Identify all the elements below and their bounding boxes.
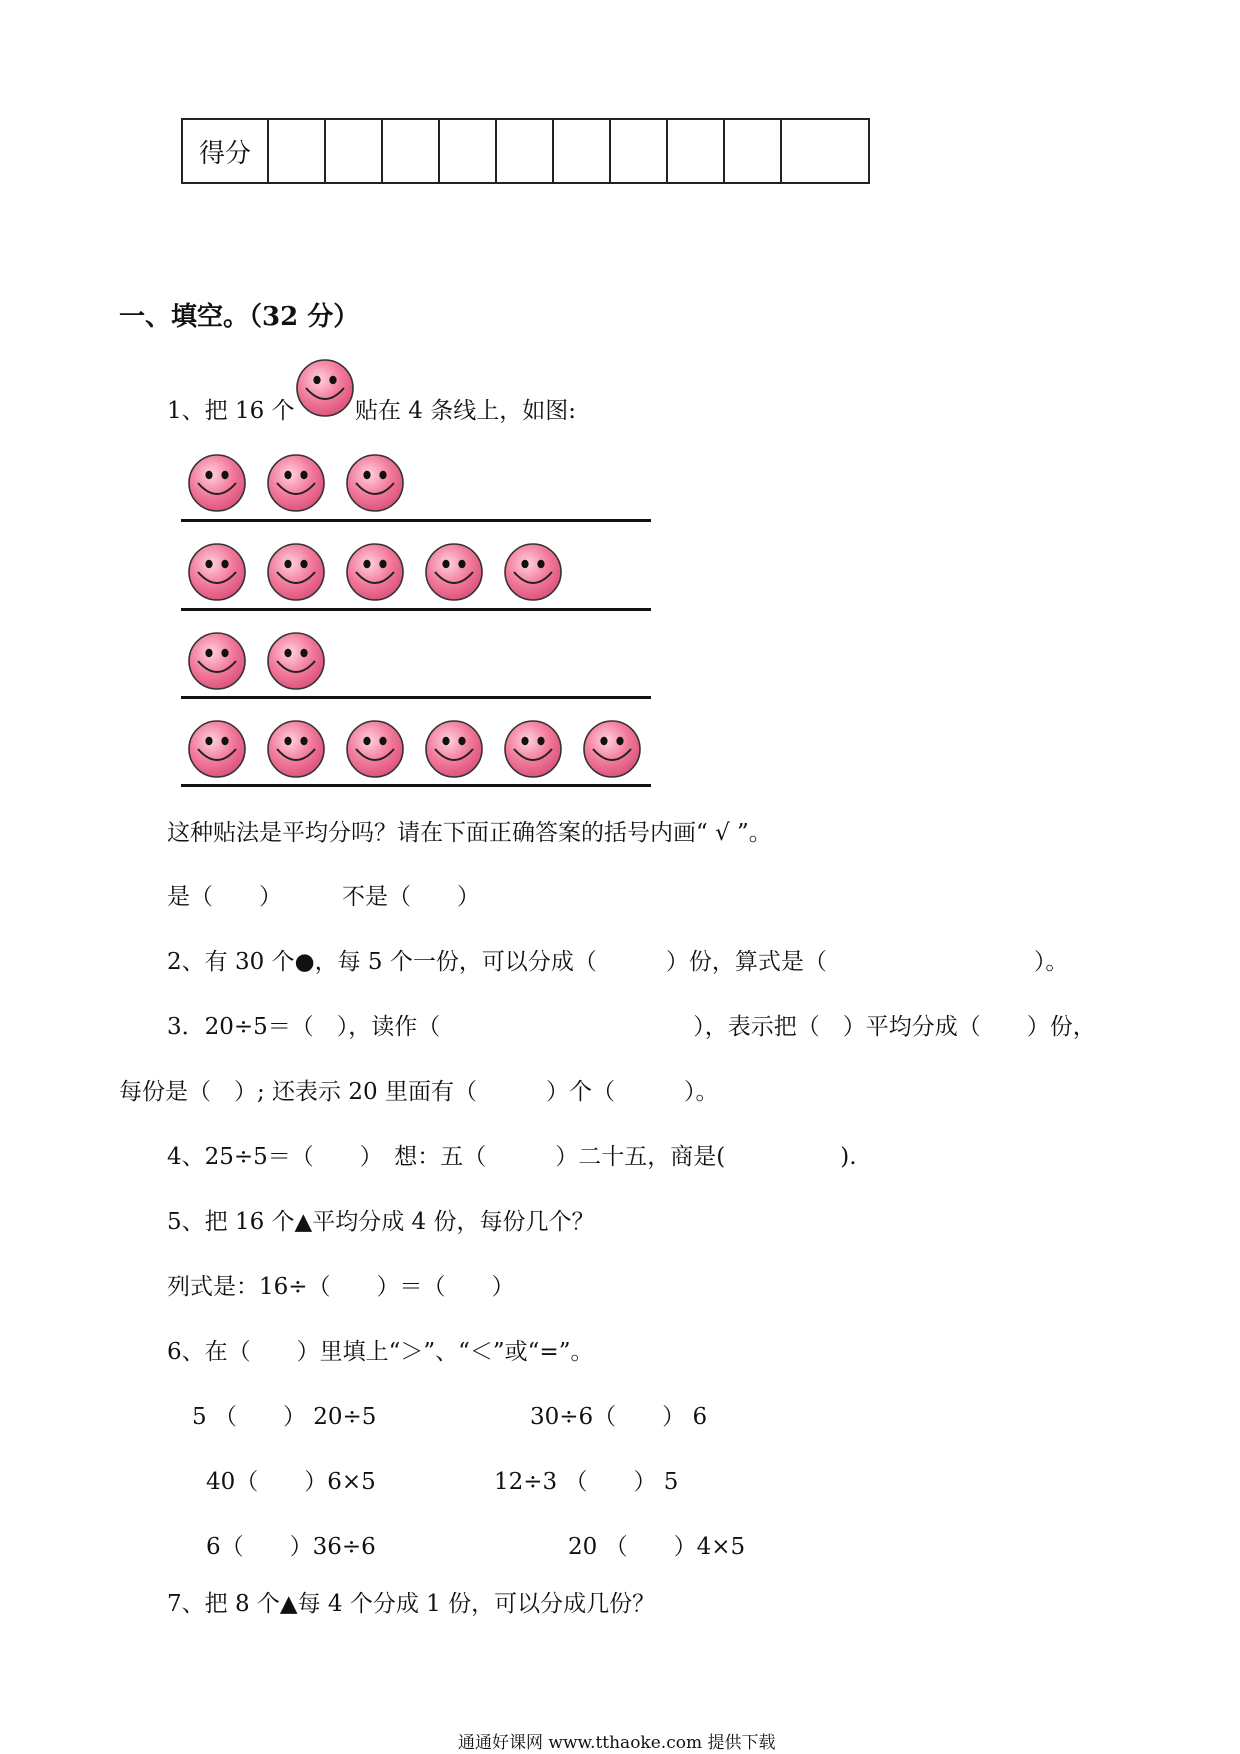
- q5-text: 5、把 16 个▲平均分成 4 份，每份几个？: [167, 1209, 595, 1235]
- smiley-face-icon: [266, 453, 326, 513]
- q6-item: 12÷3 （ ） 5: [494, 1469, 679, 1495]
- section-title: 一、填空。（32 分）: [119, 302, 360, 332]
- smiley-face-icon: [187, 542, 247, 602]
- divider-line: [181, 696, 651, 699]
- q4-text: 4、25÷5＝（ ） 想：五（ ）二十五，商是( ).: [167, 1144, 857, 1170]
- q5-formula: 列式是：16÷（ ）＝（ ）: [167, 1274, 515, 1300]
- score-cell[interactable]: [610, 119, 667, 183]
- score-row: [182, 119, 869, 183]
- q7-text: 7、把 8 个▲每 4 个分成 1 份，可以分成几份？: [167, 1591, 656, 1617]
- score-cell[interactable]: [553, 119, 610, 183]
- q6-item: 6（ ）36÷6: [206, 1534, 376, 1560]
- smiley-face-icon: [187, 719, 247, 779]
- q1-question: 这种贴法是平均分吗？请在下面正确答案的括号内画“ √ ”。: [167, 820, 772, 846]
- score-cell[interactable]: [724, 119, 781, 183]
- score-cell[interactable]: [439, 119, 496, 183]
- score-cell[interactable]: [667, 119, 724, 183]
- q1-option-no[interactable]: 不是（ ）: [342, 884, 480, 910]
- smiley-face-icon: [345, 719, 405, 779]
- smiley-face-icon: [345, 453, 405, 513]
- smiley-face-icon: [345, 542, 405, 602]
- smiley-face-icon: [424, 542, 484, 602]
- q1-option-yes[interactable]: 是（ ）: [167, 884, 282, 910]
- q1-suffix: 贴在 4 条线上，如图:: [355, 398, 577, 424]
- smiley-face-icon: [295, 358, 355, 418]
- smiley-face-icon: [503, 719, 563, 779]
- q6-item: 20 （ ）4×5: [568, 1534, 746, 1560]
- smiley-face-icon: [266, 542, 326, 602]
- score-label: 得分: [182, 119, 268, 183]
- q1-prefix: 1、把 16 个: [167, 398, 295, 424]
- score-cell-total[interactable]: [781, 119, 869, 183]
- score-cell[interactable]: [382, 119, 439, 183]
- divider-line: [181, 608, 651, 611]
- smiley-face-icon: [503, 542, 563, 602]
- smiley-face-icon: [424, 719, 484, 779]
- score-cell[interactable]: [325, 119, 382, 183]
- q6-text: 6、在（ ）里填上“＞”、“＜”或“=”。: [167, 1339, 594, 1365]
- q6-item: 30÷6（ ） 6: [530, 1404, 708, 1430]
- footer-text: 通通好课网 www.tthaoke.com 提供下载: [458, 1733, 776, 1753]
- score-table: [181, 118, 870, 184]
- divider-line: [181, 784, 651, 787]
- q2-text: 2、有 30 个●，每 5 个一份，可以分成（ ）份，算式是（ ）。: [167, 949, 1069, 975]
- divider-line: [181, 519, 651, 522]
- q3-line2: 每份是（ ）; 还表示 20 里面有（ ）个（ ）。: [119, 1079, 719, 1105]
- q6-item: 40（ ）6×5: [206, 1469, 376, 1495]
- score-cell[interactable]: [268, 119, 325, 183]
- score-cell[interactable]: [496, 119, 553, 183]
- smiley-face-icon: [266, 719, 326, 779]
- smiley-face-icon: [582, 719, 642, 779]
- smiley-face-icon: [187, 453, 247, 513]
- q6-item: 5 （ ） 20÷5: [192, 1404, 377, 1430]
- q3-line1: 3．20÷5＝（ ），读作（ ），表示把（ ）平均分成（ ）份，: [167, 1014, 1096, 1040]
- smiley-face-icon: [266, 631, 326, 691]
- smiley-face-icon: [187, 631, 247, 691]
